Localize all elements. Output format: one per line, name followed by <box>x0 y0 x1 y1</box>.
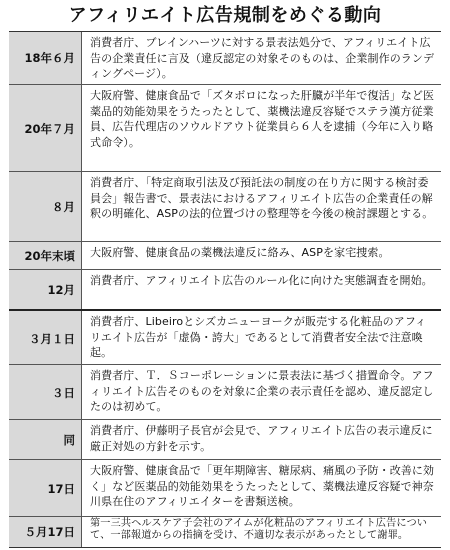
timeline-row <box>9 171 441 242</box>
row-date: ３月１日 <box>9 311 82 366</box>
row-date: 20年末頃 <box>9 242 82 270</box>
row-date: 20年７月 <box>9 85 82 172</box>
row-description: 消費者庁、Ｔ．Ｓコーポレーションに景表法に基づく措置命令。アフィリエイト広告そのものを対象に企業の表示責任を認め、違反認定したのは初めて。 <box>90 369 434 413</box>
row-description: 消費者庁、アフィリエイト広告のルール化に向けた実態調査を開始。 <box>90 274 433 287</box>
row-description: 大阪府警、健康食品で「更年期障害、糖尿病、痛風の予防・改善に効く」など医薬品的効能効果をうたったとして、薬機法違反容疑で神奈川県在住のアフィリエイターを書類送検。 <box>90 464 435 508</box>
timeline-row <box>9 364 441 420</box>
row-description: 消費者庁、「特定商取引法及び預託法の制度の在り方に関する検討委員会」報告書で、景表法におけるアフィリエイト広告の企業責任の解釈の明確化、ASPの法的位置づけの整理等を今後の検討課題とする。 <box>90 176 434 220</box>
timeline-row <box>9 419 441 460</box>
timeline-row <box>9 32 441 84</box>
row-description: 消費者庁、伊藤明子長官が会見で、アフィリエイト広告の表示違反に厳正対処の方針を示す。 <box>90 424 433 453</box>
row-date: ３日 <box>9 365 82 420</box>
row-date: 17日 <box>9 460 82 517</box>
row-description: 大阪府警、健康食品で「ズタボロになった肝臓が半年で復活」など医薬品的効能効果をうたったとして、薬機法違反容疑でステラ漢方従業員、広告代理店のソウルドアウト従業員ら６人を逮捕（今年に入り略式命令）。 <box>90 89 435 149</box>
timeline-table <box>9 31 441 548</box>
figure-title: アフィリエイト広告規制をめぐる動向 <box>68 5 382 26</box>
row-description: 消費者庁、ブレインハーツに対する景表法処分で、アフィリエイト広告の企業責任に言及（違反認定の対象そのものは、企業制作のランディングページ）。 <box>90 36 435 80</box>
timeline-row <box>9 269 441 310</box>
row-description: 第一三共ヘルスケア子会社のアイムが化粧品のアフィリエイト広告について、一部報道からの指摘を受け、不適切な表示があったとして謝罪。 <box>90 518 428 541</box>
row-date: 18年６月 <box>9 32 82 84</box>
timeline-row <box>9 459 441 517</box>
timeline-row <box>9 241 441 270</box>
timeline-row <box>9 516 441 547</box>
row-description: 大阪府警、健康食品の薬機法違反に絡み、ASPを家宅捜索。 <box>90 246 390 259</box>
row-date: ８月 <box>9 172 82 242</box>
timeline-row <box>9 309 441 366</box>
row-date: 同 <box>9 420 82 460</box>
row-date: ５月17日 <box>9 517 82 547</box>
row-description: 消費者庁、Libeiroとシズカニューヨークが販売する化粧品のアフィリエイト広告が「虚偽・誇大」であるとして消費者安全法で注意喚起。 <box>90 315 427 359</box>
timeline-row <box>9 84 441 172</box>
row-date: 12月 <box>9 270 82 310</box>
